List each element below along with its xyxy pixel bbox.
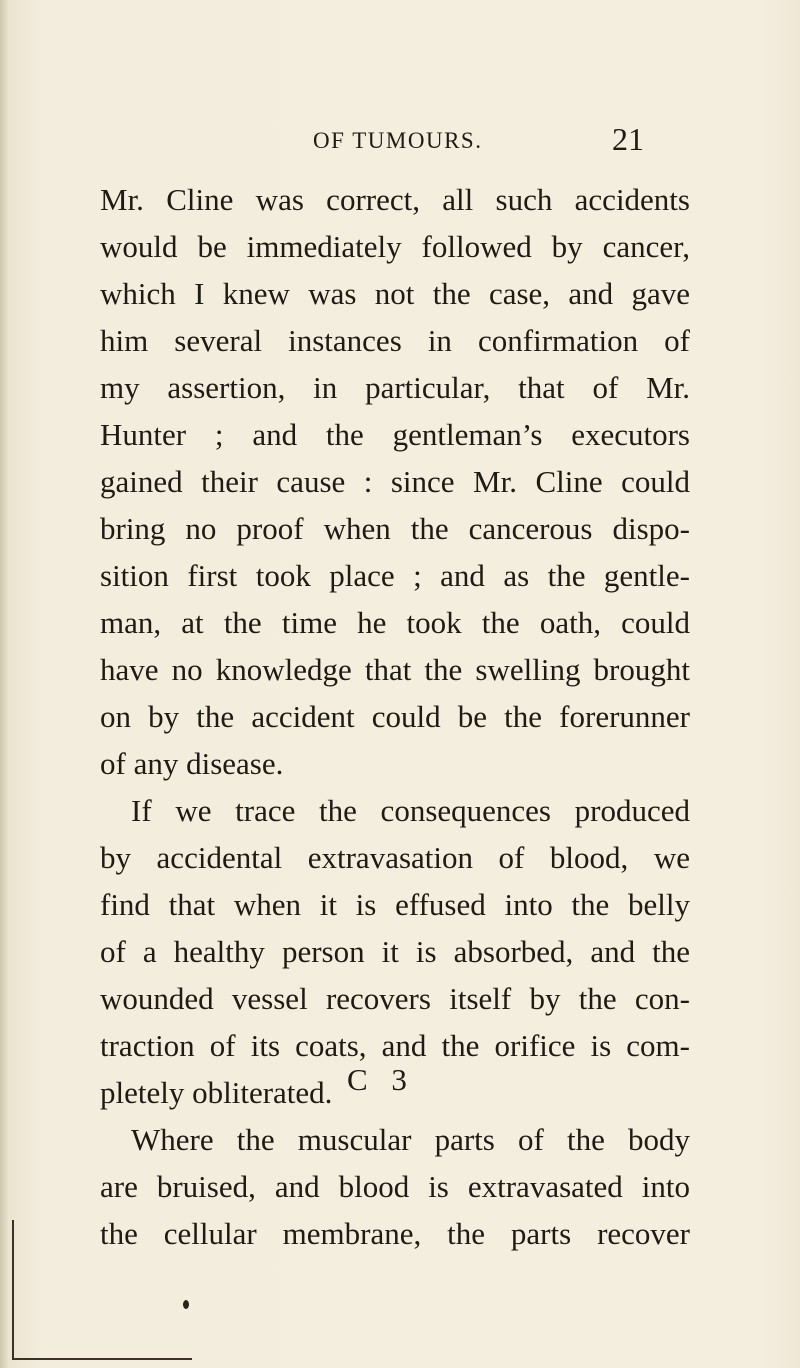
text-line: Where the muscular parts of the body <box>131 1122 690 1157</box>
text-line: traction of its coats, and the orifice is com- <box>100 1028 690 1063</box>
binding-edge-line <box>12 1220 14 1360</box>
text-line: pletely obliterated. <box>100 1075 333 1110</box>
signature-mark: C 3 <box>347 1062 415 1097</box>
text-line: are bruised, and blood is extravasated into <box>100 1169 690 1204</box>
text-line: gained their cause : since Mr. Cline could <box>100 464 690 499</box>
text-line: man, at the time he took the oath, could <box>100 605 690 640</box>
text-line: on by the accident could be the forerunner <box>100 699 690 734</box>
text-line: him several instances in confirmation of <box>100 323 690 358</box>
text-line: my assertion, in particular, that of Mr. <box>100 370 690 405</box>
running-title: OF TUMOURS. <box>313 128 483 153</box>
page-gutter-shadow <box>0 0 8 1368</box>
text-line: by accidental extravasation of blood, we <box>100 840 690 875</box>
text-line: which I knew was not the case, and gave <box>100 276 690 311</box>
page-header <box>0 121 800 168</box>
text-line: Mr. Cline was correct, all such accidents <box>100 182 690 217</box>
text-line: wounded vessel recovers itself by the con- <box>100 981 690 1016</box>
text-line: of a healthy person it is absorbed, and the <box>100 934 690 969</box>
text-line: sition first took place ; and as the gentle- <box>100 558 690 593</box>
page-number: 21 <box>612 121 644 157</box>
text-line: the cellular membrane, the parts recover <box>100 1216 690 1251</box>
text-line: of any disease. <box>100 746 284 781</box>
binding-edge-foot <box>12 1358 192 1360</box>
text-line: have no knowledge that the swelling brought <box>100 652 690 687</box>
text-line: bring no proof when the cancerous dispo- <box>100 511 690 546</box>
text-line: If we trace the consequences produced <box>131 793 690 828</box>
ink-speck <box>183 1300 189 1309</box>
text-line: find that when it is effused into the belly <box>100 887 690 922</box>
text-line: Hunter ; and the gentleman’s executors <box>100 417 690 452</box>
text-line: would be immediately followed by cancer, <box>100 229 690 264</box>
